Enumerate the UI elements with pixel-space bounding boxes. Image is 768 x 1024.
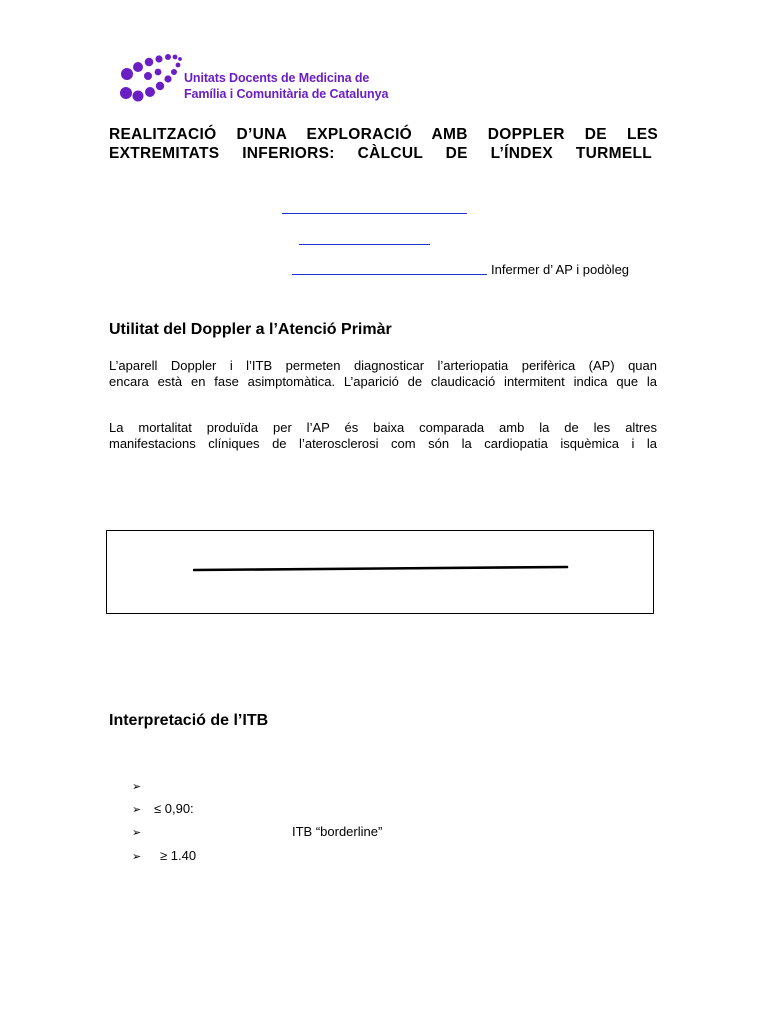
arrow-bullet-icon: ➢: [132, 804, 142, 816]
section-heading-utilitat: Utilitat del Doppler a l’Atenció Primàr: [109, 321, 392, 338]
paragraph-2-line: manifestacions clíniques de l’aterosclerosi com són la cardiopatia isquèmica i la: [109, 436, 657, 451]
logo: [114, 52, 394, 104]
paragraph-2-line: La mortalitat produïda per l’AP és baixa comparada amb la de les altres: [109, 420, 657, 435]
list-item-text: ≥ 1.40: [160, 848, 197, 863]
paragraph-1-line: encara està en fase asimptomàtica. L’aparició de claudicació intermitent indica que la: [109, 374, 657, 389]
arrow-bullet-icon: ➢: [132, 827, 142, 839]
figure-box: [106, 530, 654, 614]
document-title-line-1: REALITZACIÓ D’UNA EXPLORACIÓ AMB DOPPLER DE LES: [109, 126, 658, 143]
author-name-line: [292, 274, 487, 275]
list-item: [132, 848, 196, 863]
document-title-line-2: EXTREMITATS INFERIORS: CÀLCUL DE L’ÍNDEX TURMELL: [109, 145, 652, 162]
section-heading-interpretacio: Interpretació de l’ITB: [109, 712, 269, 729]
list-item-text: ≤ 0,90:: [154, 801, 194, 816]
logo-dots-icon: [114, 52, 186, 104]
logo-text-line-1: Unitats Docents de Medicina de: [184, 71, 370, 85]
figure-stroke: [193, 564, 569, 574]
list-item: [132, 801, 194, 816]
arrow-bullet-icon: ➢: [132, 781, 142, 793]
paragraph-1-line: L’aparell Doppler i l’ITB permeten diagnosticar l’arteriopatia perifèrica (AP) quan: [109, 358, 657, 373]
list-item: [132, 824, 154, 839]
author-name-line: [282, 213, 467, 214]
list-item: [132, 778, 154, 793]
author-role: Infermer d’ AP i podòleg: [491, 262, 630, 277]
arrow-bullet-icon: ➢: [132, 851, 142, 863]
author-name-line: [299, 244, 430, 245]
list-item-text: ITB “borderline”: [292, 824, 383, 839]
logo-text-line-2: Família i Comunitària de Catalunya: [184, 87, 389, 101]
